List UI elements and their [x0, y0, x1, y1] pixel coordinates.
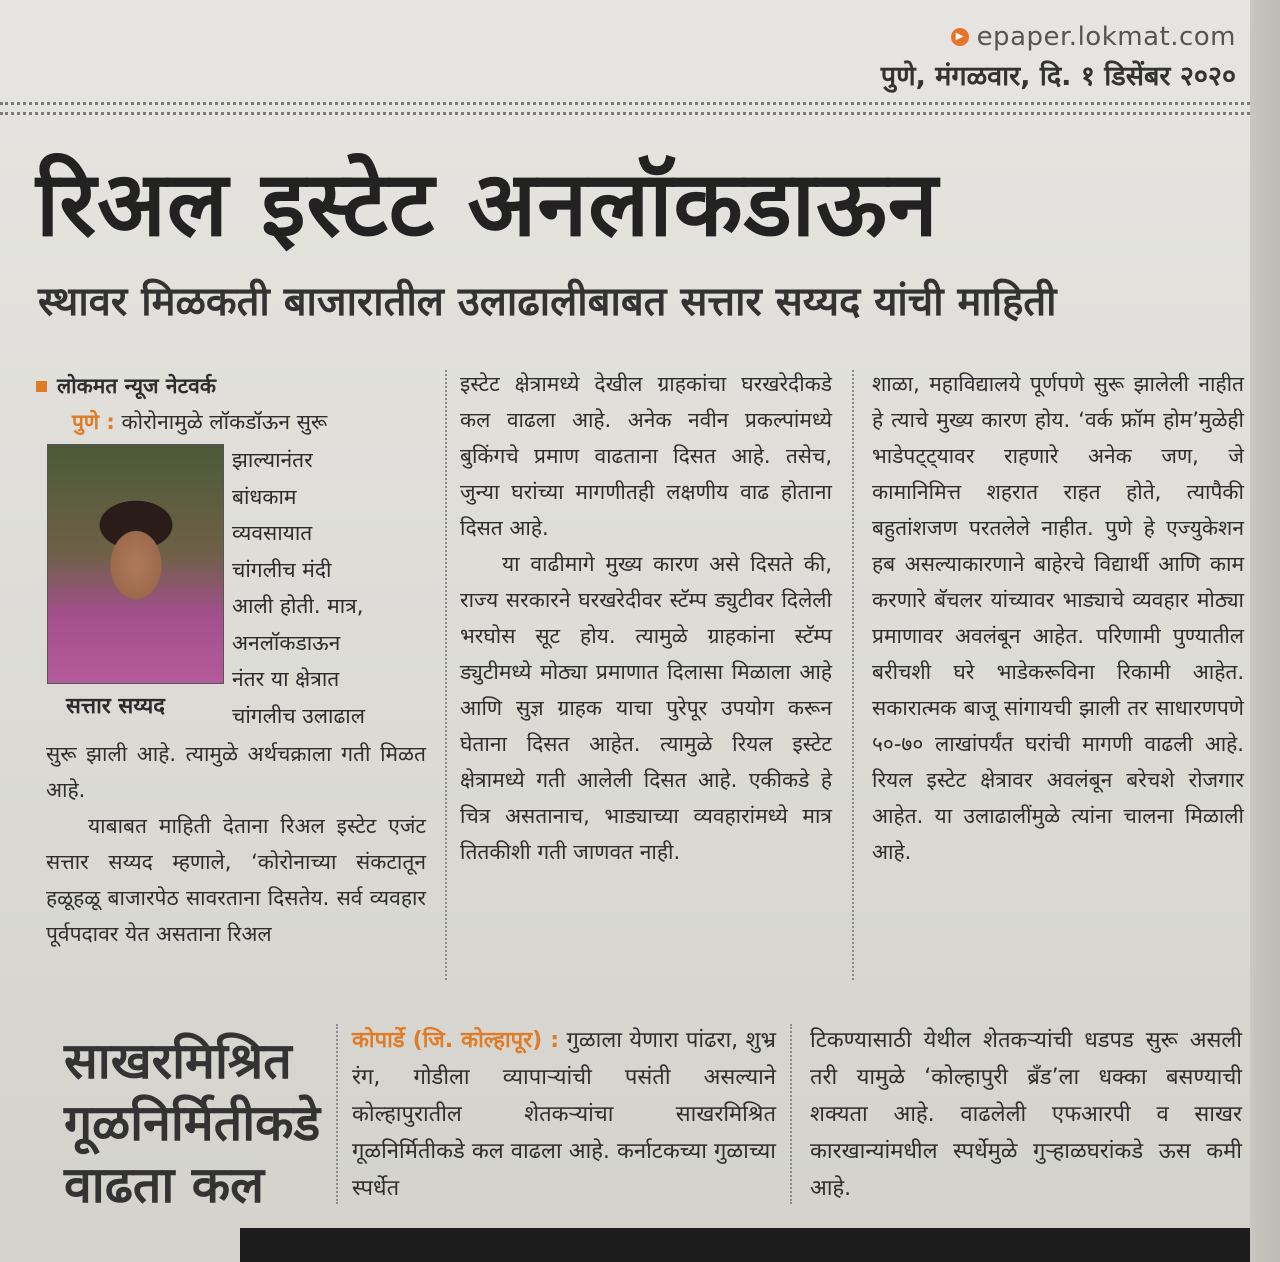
column-divider [445, 370, 447, 980]
col1-continue: सुरू झाली आहे. त्यामुळे अर्थचक्राला गती मिळत आहे. [46, 742, 426, 802]
story2-column-1 [352, 1022, 776, 1207]
bullet-icon [36, 381, 47, 392]
photo-caption: सत्तार सय्यद [66, 694, 165, 719]
story2-col1-text: गुळाला येणारा पांढरा, शुभ्र रंग, गोडीला व्यापाऱ्यांची पसंती असल्याने कोल्हापुरातील शेतकऱ्यांचा साखरमिश्रित गूळनिर्मितीकडे कल वाढला आहे. कर्नाटकच्या गुळाच्या स्पर्धेत [352, 1028, 776, 1201]
col3-paragraph-1: शाळा, महाविद्यालये पूर्णपणे सुरू झालेली नाहीत हे त्याचे मुख्य कारण होय. ‘वर्क फ्रॉम होम’मुळेही भाडेपट्ट्यावर राहणारे अनेक जण, जे कामानिमित्त शहरात राहत होते, त्यापैकी बहुतांशजण परतलेले नाहीत. पुणे हे एज्युकेशन हब असल्याकारणाने बाहेरचे विद्यार्थी आणि काम करणारे बॅचलर यांच्यावर भाड्याचे व्यवहार मोठ्या प्रमाणावर अवलंबून आहेत. परिणामी पुण्यातील बरीचशी घरे भाडेकरूविना रिकामी आहेत. सकारात्मक बाजू सांगायची झाली तर साधारणपणे ५०-७० लाखांपर्यंत घरांची मागणी वाढली आहे. रियल इस्टेट क्षेत्रावर अवलंबून बरेचशे रोजगार आहेत. या उलाढालींमुळे त्यांना चालना मिळाली आहे. [872, 372, 1244, 864]
photo-side-line: चांगलीच मंदी [232, 557, 332, 582]
column-3 [872, 366, 1244, 870]
lead-start: कोरोनामुळे लॉकडॉऊन सुरू [121, 410, 328, 434]
column-divider [852, 370, 854, 980]
top-divider [0, 102, 1280, 105]
col1-paragraph-2: याबाबत माहिती देताना रिअल इस्टेट एजंट सत्तार सय्यद म्हणाले, ‘कोरोनाच्या संकटातून हळूहळू बाजारपेठ सावरताना दिसतेय. सर्व व्यवहार पूर्वपदावर येत असताना रिअल [46, 814, 426, 946]
story2-column-2 [810, 1022, 1242, 1207]
col2-paragraph-2: या वाढीमागे मुख्य कारण असे दिसते की, राज्य सरकारने घरखरेदीवर स्टॅम्प ड्युटीवर दिलेली भरघोस सूट होय. त्यामुळे ग्राहकांना स्टॅम्प ड्युटीमध्ये मोठ्या प्रमाणात दिलासा मिळाला आहे आणि सुज्ञ ग्राहक याचा पुरेपूर उपयोग करून घेताना दिसत आहेत. त्यामुळे रियल इस्टेट क्षेत्रामध्ये गती आलेली दिसत आहे. एकीकडे हे चित्र असतानाच, भाड्याच्या व्यवहारांमध्ये मात्र तितकीशी गती जाणवत नाही. [460, 552, 832, 864]
bottom-band [240, 1228, 1250, 1262]
article-headline: रिअल इस्टेट अनलॉकडाऊन [36, 152, 939, 257]
story2-headline-line: गूळनिर्मितीकडे [64, 1094, 321, 1152]
photo-side-line: व्यवसायात [232, 521, 313, 545]
photo-side-line: अनलॉकडाऊन [232, 630, 341, 655]
photo-side-line: नंतर या क्षेत्रात [232, 667, 340, 691]
site-url: epaper.lokmat.com [976, 22, 1236, 52]
col2-paragraph-1: इस्टेट क्षेत्रामध्ये देखील ग्राहकांचा घरखरेदीकडे कल वाढला आहे. अनेक नवीन प्रकल्पांमध्ये बुकिंगचे प्रमाण वाढताना दिसत आहे. तसेच, जुन्या घरांच्या मागणीतही लक्षणीय वाढ होताना दिसत आहे. [460, 372, 832, 540]
column-divider [790, 1024, 792, 1204]
edition-dateline: पुणे, मंगळवार, दि. १ डिसेंबर २०२० [880, 61, 1236, 92]
story2-col2-paragraph: टिकण्यासाठी येथील शेतकऱ्यांची धडपड सुरू असली तरी यामुळे ‘कोल्हापुरी ब्रँड’ला धक्का बसण्याची शक्यता आहे. वाढलेली एफआरपी व साखर कारखान्यांमधील स्पर्धेमुळे गुऱ्हाळघरांकडे ऊस कमी आहे. [810, 1028, 1242, 1201]
byline [36, 368, 426, 404]
page-edge [1250, 0, 1280, 1262]
column-1-bottom [46, 736, 426, 952]
photo-side-text [232, 442, 422, 734]
story2-headline [64, 1030, 320, 1216]
byline-text: लोकमत न्यूज नेटवर्क [57, 374, 216, 398]
top-divider-2 [0, 112, 1280, 115]
story2-col1-paragraph [352, 1022, 776, 1207]
column-divider [336, 1024, 338, 1204]
column-2 [460, 366, 832, 870]
photo-side-line: झाल्यानंतर [232, 448, 313, 472]
column-1-top [36, 368, 426, 440]
photo-side-line: चांगलीच उलाढाल [232, 703, 365, 728]
story2-headline-line: साखरमिश्रित [64, 1032, 292, 1090]
epaper-logo-icon: ▶ [951, 28, 969, 46]
photo-side-line: आली होती. मात्र, [232, 594, 364, 618]
author-photo [47, 444, 224, 684]
story2-place: कोपार्डे (जि. कोल्हापूर) : [352, 1028, 560, 1053]
article-subhead: स्थावर मिळकती बाजारातील उलाढालीबाबत सत्तार सय्यद यांची माहिती [38, 279, 1057, 325]
story2-headline-line: वाढता कल [64, 1156, 265, 1214]
site-row [881, 22, 1236, 52]
masthead [881, 22, 1236, 93]
dateline-place: पुणे : [72, 410, 115, 434]
photo-side-line: बांधकाम [232, 484, 297, 509]
lead-line [36, 404, 426, 440]
